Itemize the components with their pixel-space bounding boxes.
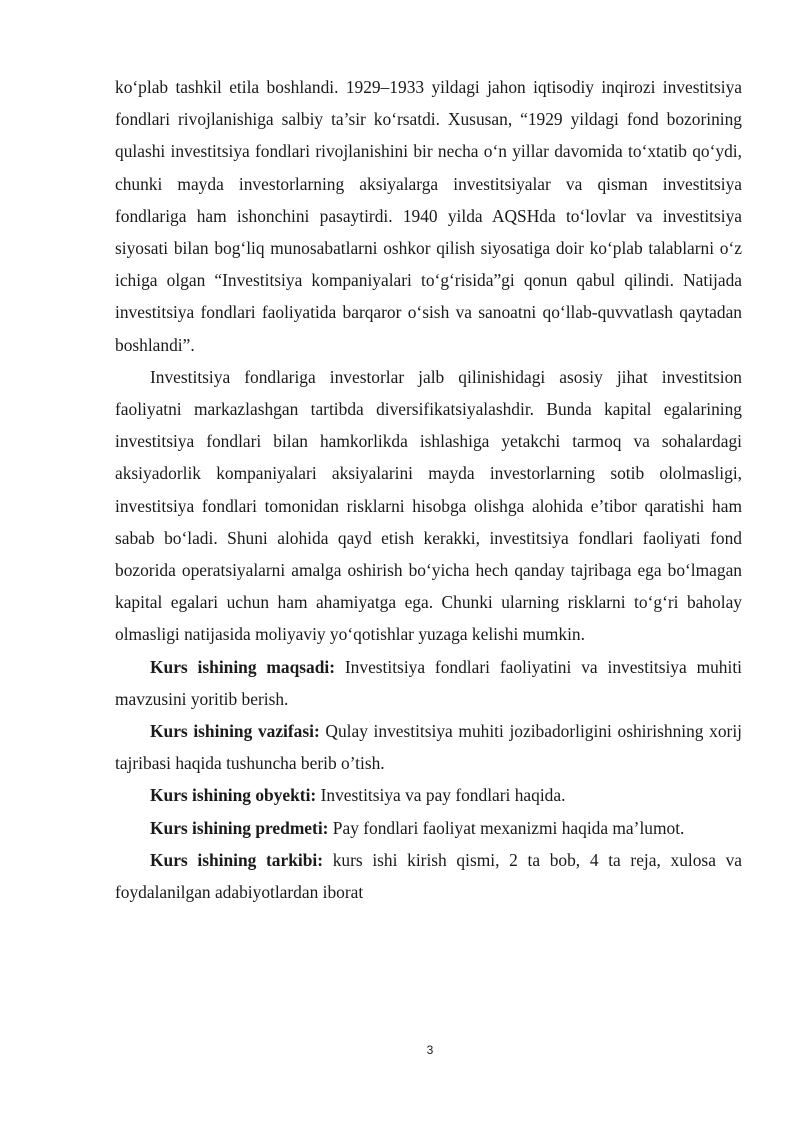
paragraph-investor-attraction: Investitsiya fondlariga investorlar jalb qilinishidagi asosiy jihat investitsion faoliyatni markazlashgan tartibda diversifikatsiyalashdir. Bunda kapital egalarining investitsiya fondlari bilan hamkorlikda ishlashiga yetakchi tarmoq va sohalardagi aksiyadorlik kompaniyalari aksiyalarini mayda investorlarning sotib ololmasligi, investitsiya fondlari tomonidan risklarni hisobga olishga alohida e’tibor qaratishi ham sabab bo‘ladi. Shuni alohida qayd etish kerakki, investitsiya fondlari faoliyati fond bozorida operatsiyalarni amalga oshirish bo‘yicha hech qanday tajribaga ega bo‘lmagan kapital egalari uchun ham ahamiyatga ega. Chunki ularning risklarni to‘g‘ri baholay olmasligi natijasida moliyaviy yo‘qotishlar yuzaga kelishi mumkin. <box>115 366 742 645</box>
page-body <box>115 71 742 908</box>
section-subject <box>115 812 742 844</box>
section-task-text: Qulay investitsiya muhiti jozibadorligini oshirishning xorij tajribasi haqida tushuncha berib o’tish. <box>115 721 742 774</box>
paragraph-intro-history: ko‘plab tashkil etila boshlandi. 1929–1933 yildagi jahon iqtisodiy inqirozi investitsiya fondlari rivojlanishiga salbiy ta’sir ko‘rsatdi. Xususan, “1929 yildagi fond bozorining qulashi investitsiya fondlari rivojlanishini bir necha o‘n yillar davomida to‘xtatib qo‘ydi, chunki mayda investorlarning aksiyalarga investitsiyalar va qisman investitsiya fondlariga ham ishonchini pasaytirdi. 1940 yilda AQSHda to‘lovlar va investitsiya siyosati bilan bog‘liq munosabatlarni oshkor qilish siyosatiga doir ko‘plab talablarni o‘z ichiga olgan “Investitsiya kompaniyalari to‘g‘risida”gi qonun qabul qilindi. Natijada investitsiya fondlari faoliyatida barqaror o‘sish va sanoatni qo‘llab-quvvatlash qaytadan boshlandi”. <box>115 77 742 355</box>
section-task <box>115 715 742 779</box>
section-object-label: Kurs ishining obyekti: <box>150 785 317 806</box>
section-structure-label: Kurs ishining tarkibi: <box>150 849 324 870</box>
section-object <box>115 779 742 811</box>
page-number: 3 <box>426 1043 434 1057</box>
section-goal-label: Kurs ishining maqsadi: <box>150 656 336 677</box>
section-object-text: Investitsiya va pay fondlari haqida. <box>316 785 566 806</box>
section-subject-text: Pay fondlari faoliyat mexanizmi haqida ma’lumot. <box>328 817 685 838</box>
section-goal <box>115 651 742 715</box>
section-structure-text: kurs ishi kirish qismi, 2 ta bob, 4 ta reja, xulosa va foydalanilgan adabiyotlardan iborat <box>115 849 743 903</box>
section-structure <box>115 844 742 908</box>
section-goal-text: Investitsiya fondlari faoliyatini va investitsiya muhiti mavzusini yoritib berish. <box>115 656 742 709</box>
section-task-label: Kurs ishining vazifasi: <box>150 721 320 742</box>
section-subject-label: Kurs ishining predmeti: <box>150 817 329 838</box>
